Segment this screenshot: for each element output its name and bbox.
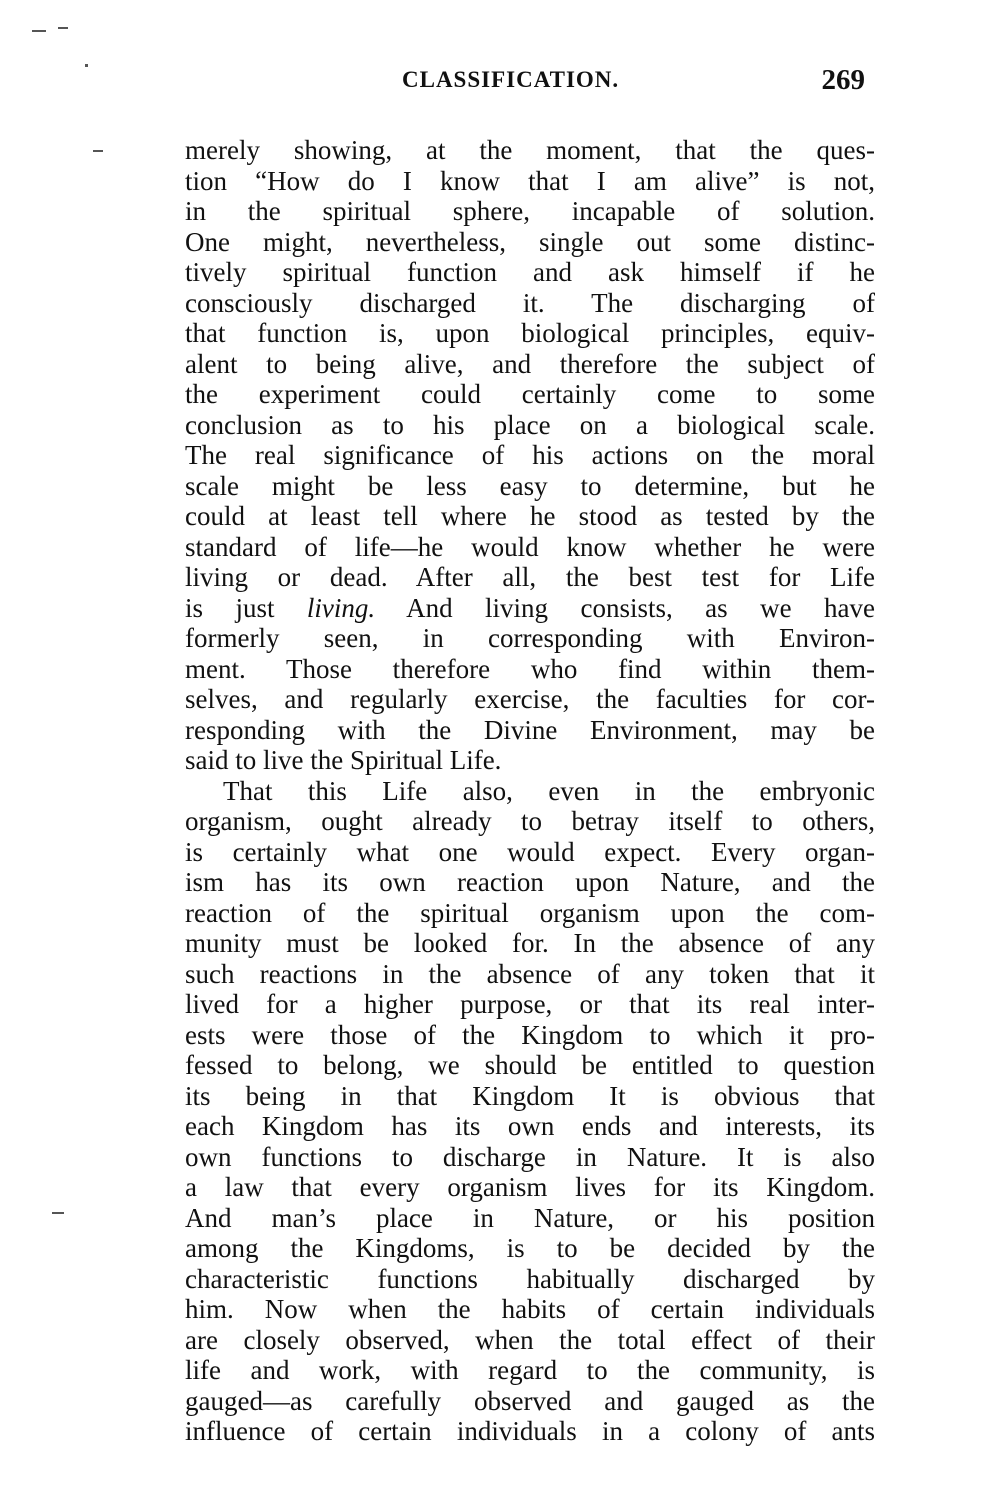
text-line: life and work, with regard to the community, is — [185, 1355, 875, 1385]
text-line: selves, and regularly exercise, the faculties for cor- — [185, 684, 875, 714]
text-line: such reactions in the absence of any token that it — [185, 958, 875, 989]
text-run: is just — [185, 592, 307, 623]
text-line: him. Now when the habits of certain individuals — [185, 1294, 875, 1324]
text-line: That this Life also, even in the embryonic — [223, 775, 875, 806]
body-text — [185, 135, 875, 1447]
print-speck — [32, 30, 46, 32]
text-line: among the Kingdoms, is to be decided by the — [185, 1233, 875, 1263]
print-speck — [93, 150, 103, 152]
text-line: alent to being alive, and therefore the subject of — [185, 348, 875, 379]
running-title: CLASSIFICATION. — [402, 67, 620, 92]
text-line: responding with the Divine Environment, may be — [185, 714, 875, 745]
text-line: said to live the Spiritual Life. — [185, 745, 502, 775]
italic-word: living. — [306, 592, 376, 623]
text-line: ment. Those therefore who find within them- — [185, 653, 875, 684]
text-line: reaction of the spiritual organism upon the com- — [185, 897, 875, 928]
print-speck — [58, 27, 68, 29]
text-line: formerly seen, in corresponding with Environ- — [185, 623, 875, 653]
text-line: One might, nevertheless, single out some distinc- — [185, 226, 875, 257]
text-line: influence of certain individuals in a colony of ants — [185, 1416, 875, 1446]
text-line: its being in that Kingdom It is obvious that — [185, 1080, 875, 1111]
text-line: munity must be looked for. In the absence of any — [185, 928, 875, 958]
print-speck — [52, 1212, 64, 1214]
text-line: could at least tell where he stood as tested by the — [185, 501, 875, 531]
text-line: tion “How do I know that I am alive” is not, — [185, 165, 875, 196]
text-line: gauged—as carefully observed and gauged as the — [185, 1385, 875, 1416]
text-line: And man’s place in Nature, or his position — [185, 1202, 875, 1233]
text-line: merely showing, at the moment, that the ques- — [185, 135, 875, 165]
text-line: each Kingdom has its own ends and interests, its — [185, 1111, 875, 1141]
page-number: 269 — [821, 64, 865, 96]
text-line: consciously discharged it. The discharging of — [185, 287, 875, 318]
text-line: living or dead. After all, the best test for Life — [185, 562, 875, 592]
paragraph-2 — [185, 776, 875, 1447]
text-line: that function is, upon biological principles, equiv- — [185, 318, 875, 348]
text-line: organism, ought already to betray itself to others, — [185, 806, 875, 836]
text-line: the experiment could certainly come to some — [185, 379, 875, 409]
text-line: lived for a higher purpose, or that its real inter- — [185, 989, 875, 1019]
text-line: ests were those of the Kingdom to which it pro- — [185, 1019, 875, 1050]
paragraph-1 — [185, 135, 875, 776]
text-line: is certainly what one would expect. Every organ- — [185, 836, 875, 867]
text-line: characteristic functions habitually discharged by — [185, 1263, 875, 1294]
text-line-with-italic — [185, 593, 875, 624]
text-line: are closely observed, when the total effect of their — [185, 1324, 875, 1355]
text-line: The real significance of his actions on the moral — [185, 440, 875, 470]
text-line: standard of life—he would know whether he were — [185, 531, 875, 562]
text-line: fessed to belong, we should be entitled to question — [185, 1050, 875, 1080]
print-speck — [85, 64, 88, 67]
text-line: scale might be less easy to determine, but he — [185, 470, 875, 501]
text-line: ism has its own reaction upon Nature, and the — [185, 867, 875, 897]
text-run: And living consists, as we have — [375, 592, 875, 623]
text-line: tively spiritual function and ask himself if he — [185, 257, 875, 287]
text-line: conclusion as to his place on a biological scale. — [185, 409, 875, 440]
text-line: own functions to discharge in Nature. It is also — [185, 1141, 875, 1172]
text-line: in the spiritual sphere, incapable of solution. — [185, 196, 875, 226]
running-head — [185, 64, 865, 96]
text-line: a law that every organism lives for its Kingdom. — [185, 1172, 875, 1202]
